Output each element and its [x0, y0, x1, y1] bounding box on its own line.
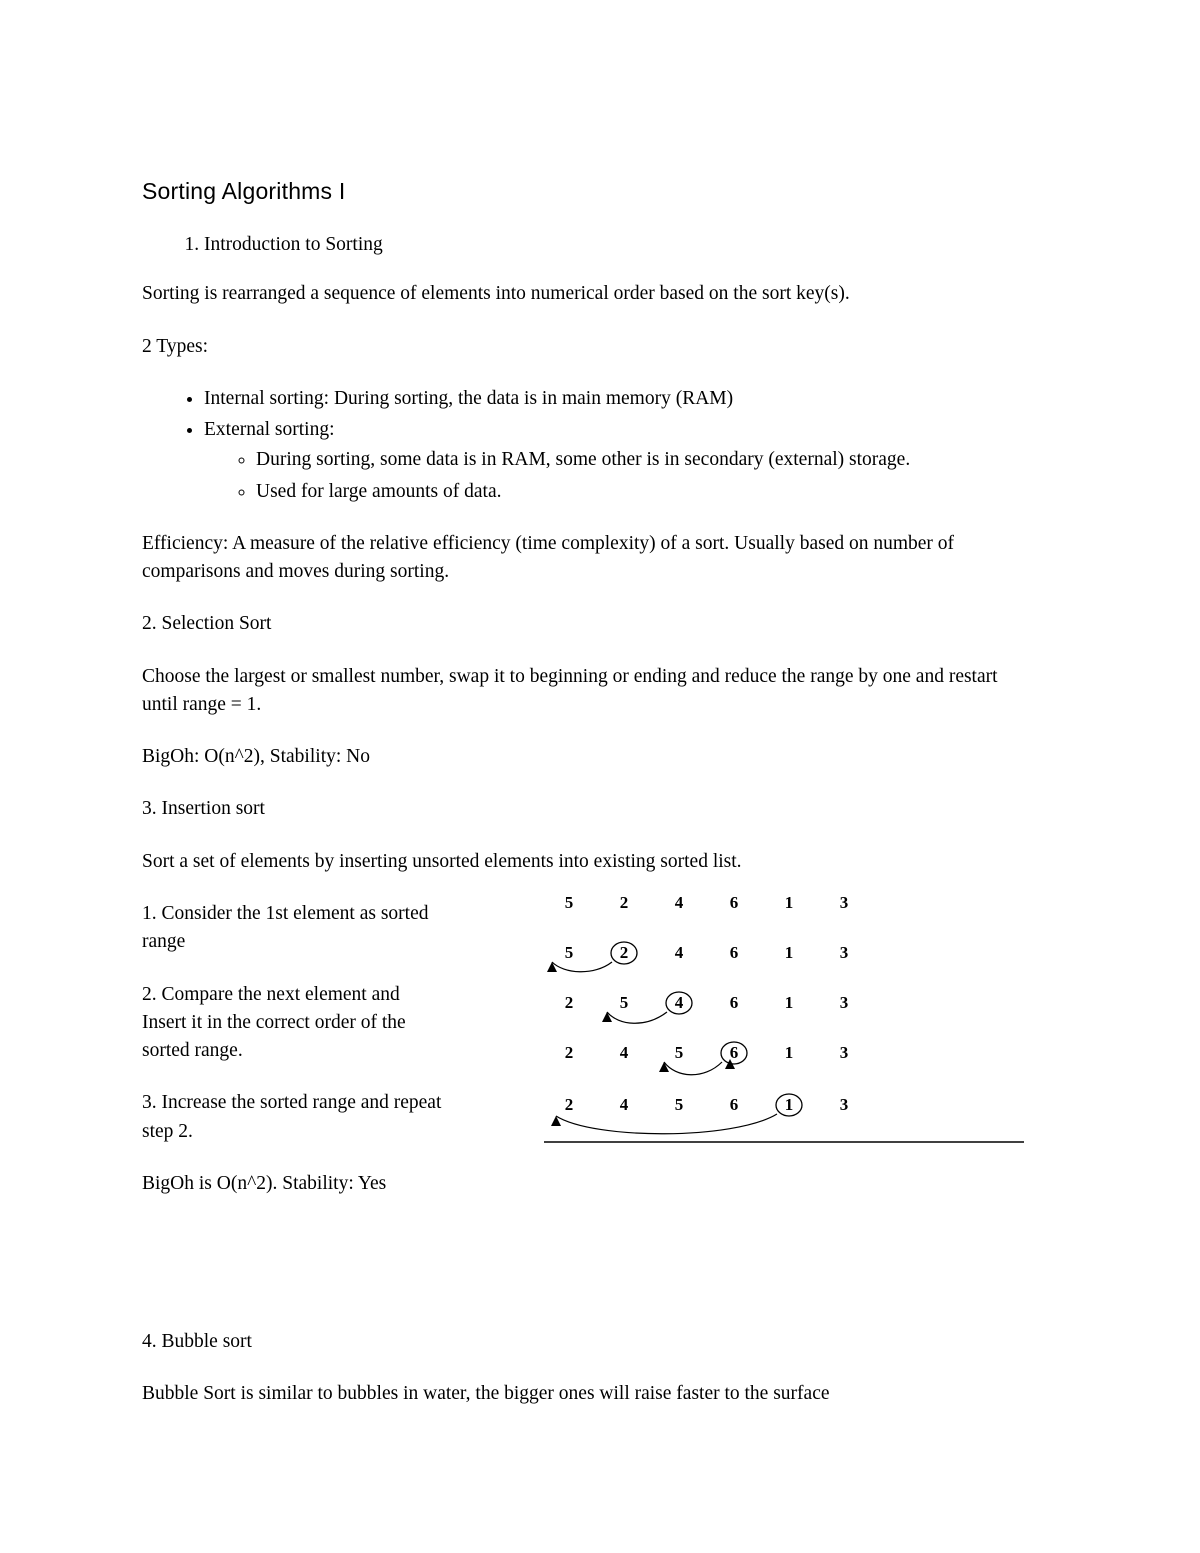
svg-text:4: 4: [619, 1043, 629, 1063]
insertion-step-2: 2. Compare the next element and Insert it in the correct order of the sorted range.: [142, 983, 406, 1062]
types-label: 2 Types:: [142, 335, 208, 357]
svg-text:1: 1: [784, 943, 794, 963]
list-item: ◦ During sorting, some data is in RAM, some other is in secondary (external) storage.: [256, 446, 1032, 474]
svg-text:1: 1: [784, 993, 794, 1013]
insertion-sort-heading: 3. Insertion sort: [142, 798, 265, 820]
svg-text:5: 5: [564, 943, 574, 963]
bullet-text: External sorting:: [204, 419, 335, 441]
svg-text:1: 1: [784, 1043, 794, 1063]
svg-text:6: 6: [729, 1095, 739, 1115]
insertion-sort-paragraph: Sort a set of elements by inserting unsorted elements into existing sorted list.: [142, 850, 742, 872]
svg-text:5: 5: [674, 1095, 684, 1115]
svg-text:4: 4: [674, 993, 684, 1013]
svg-text:5: 5: [619, 993, 629, 1013]
bullet-text: Internal sorting: During sorting, the data is in main memory (RAM): [204, 387, 734, 409]
document-body: [142, 178, 1032, 1433]
svg-text:3: 3: [839, 1043, 849, 1063]
svg-text:1: 1: [784, 1095, 794, 1115]
svg-text:2: 2: [619, 943, 629, 963]
svg-text:5: 5: [564, 893, 574, 913]
insertion-step-3: 3. Increase the sorted range and repeat step 2.: [142, 1092, 442, 1142]
list-item: ◦ Used for large amounts of data.: [256, 478, 1032, 506]
svg-text:2: 2: [564, 1043, 574, 1063]
svg-text:6: 6: [729, 1043, 739, 1063]
insertion-steps-column: [142, 900, 442, 1198]
svg-text:6: 6: [729, 893, 739, 913]
page-title: Sorting Algorithms I: [142, 178, 346, 204]
selection-sort-heading: 2. Selection Sort: [142, 613, 272, 635]
insertion-sort-bigoh: BigOh is O(n^2). Stability: Yes: [142, 1172, 387, 1194]
svg-text:6: 6: [729, 993, 739, 1013]
types-bullet-list: [142, 385, 1032, 506]
external-sorting-sub-list: [204, 446, 1032, 506]
list-item: 1. Introduction to Sorting: [204, 231, 1032, 258]
svg-text:3: 3: [839, 1095, 849, 1115]
svg-text:4: 4: [674, 943, 684, 963]
intro-numbered-list: [142, 231, 1032, 258]
svg-text:5: 5: [674, 1043, 684, 1063]
svg-text:6: 6: [729, 943, 739, 963]
bubble-sort-paragraph: Bubble Sort is similar to bubbles in water, the bigger ones will raise faster to the surface: [142, 1383, 830, 1405]
svg-text:4: 4: [674, 893, 684, 913]
svg-text:3: 3: [839, 943, 849, 963]
svg-text:3: 3: [839, 993, 849, 1013]
insertion-step-1: 1. Consider the 1st element as sorted range: [142, 903, 429, 953]
list-item: [204, 385, 1032, 413]
svg-text:3: 3: [839, 893, 849, 913]
selection-sort-bigoh: BigOh: O(n^2), Stability: No: [142, 746, 370, 768]
insertion-sort-diagram: [534, 878, 1034, 1178]
insertion-sort-steps-section: [142, 893, 1032, 1200]
selection-sort-paragraph: Choose the largest or smallest number, swap it to beginning or ending and reduce the range by one and restart until range = 1.: [142, 665, 998, 715]
bubble-sort-heading: 4. Bubble sort: [142, 1331, 252, 1353]
svg-text:2: 2: [564, 993, 574, 1013]
svg-text:4: 4: [619, 1095, 629, 1115]
svg-text:2: 2: [564, 1095, 574, 1115]
efficiency-paragraph: Efficiency: A measure of the relative efficiency (time complexity) of a sort. Usually based on number of comparisons and moves during sorting.: [142, 532, 955, 583]
intro-paragraph: Sorting is rearranged a sequence of elements into numerical order based on the sort key(s).: [142, 283, 850, 305]
list-item: [204, 416, 1032, 506]
svg-text:2: 2: [619, 893, 629, 913]
bubble-sort-section: [142, 1328, 1032, 1409]
svg-text:1: 1: [784, 893, 794, 913]
